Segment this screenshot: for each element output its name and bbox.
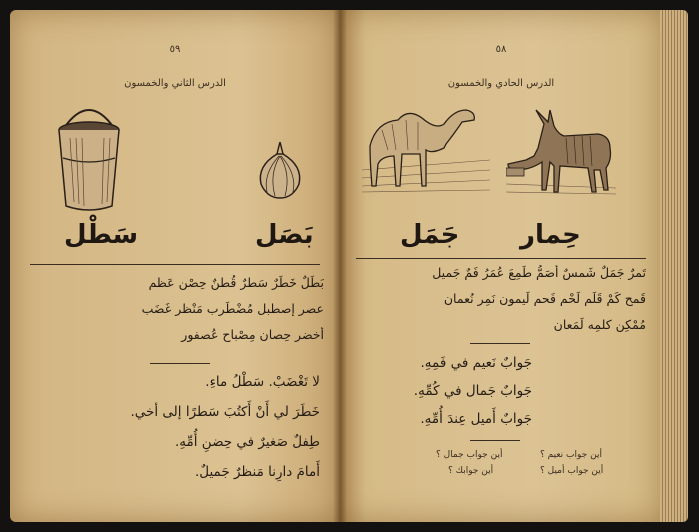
sentence: جَوابٌ أَميل عِندَ أُمِّهِ. — [420, 411, 532, 427]
word-donkey: حِمار — [520, 220, 581, 250]
sentence: جَوابٌ نَعيم في فَمِهِ. — [420, 355, 532, 371]
page-number: ٥٩ — [169, 44, 181, 55]
word-line: مُمْكِن كلمِه لَمَعان — [553, 317, 646, 332]
donkey-icon — [506, 104, 616, 200]
word-line: أخضر حِصان مِصْباح عُصفور — [181, 327, 324, 342]
sentence: جَوابٌ جَمال في كُمِّهِ. — [413, 383, 532, 399]
word-line: عصر إصطبل مُضْطَرِب مَنْظر غَضَب — [141, 301, 324, 316]
question: أين جوابك ؟ — [448, 466, 494, 476]
word-line: بَطَلٌ خَطَرٌ سَطرٌ قُطنٌ حِصْن عَظم — [148, 275, 324, 290]
lesson-title: الدرس الثاني والخمسون — [124, 78, 226, 89]
divider — [150, 363, 210, 364]
question: أين جواب نعيم ؟ — [540, 450, 602, 460]
divider — [470, 343, 530, 344]
word-line: قَمح كَمْ قَلَم لَحْم فَحم لَيمون نَمِر نُعمان — [443, 291, 646, 306]
page-edges — [660, 10, 688, 522]
sentence: خَطَرَ لي أَنْ أَكتُبَ سَطرًا إلى أخي. — [130, 404, 320, 420]
word-bucket: سَطْل — [64, 220, 139, 250]
left-page — [10, 10, 340, 522]
word-camel: جَمَل — [400, 220, 460, 250]
onion-icon — [255, 140, 305, 202]
bucket-icon — [54, 98, 124, 218]
word-onion: بَصَل — [255, 220, 314, 250]
sentence: طِفلٌ صَغيرٌ في حِضنِ أُمِّهِ. — [174, 434, 320, 450]
divider — [30, 264, 320, 265]
right-page — [340, 10, 662, 522]
book-gutter — [333, 10, 347, 522]
divider — [470, 440, 520, 441]
lesson-title: الدرس الحادي والخمسون — [447, 78, 555, 89]
divider — [356, 258, 646, 259]
question: أين جواب أميل ؟ — [540, 466, 604, 476]
question: أين جواب جمال ؟ — [436, 450, 503, 460]
word-line: تَمرٌ جَمَلٌ شَمسٌ أَصَمُّ طَمِعَ عُمَرُ فَمٌ جَميل — [432, 265, 646, 280]
page-number: ٥٨ — [495, 44, 507, 55]
sentence: لا تَغْضَبْ. سَطْلُ ماءِ. — [205, 374, 320, 390]
camel-icon — [362, 100, 490, 196]
sentence: أَمامَ دارِنا مَنظرٌ جَميلٌ. — [194, 464, 320, 480]
